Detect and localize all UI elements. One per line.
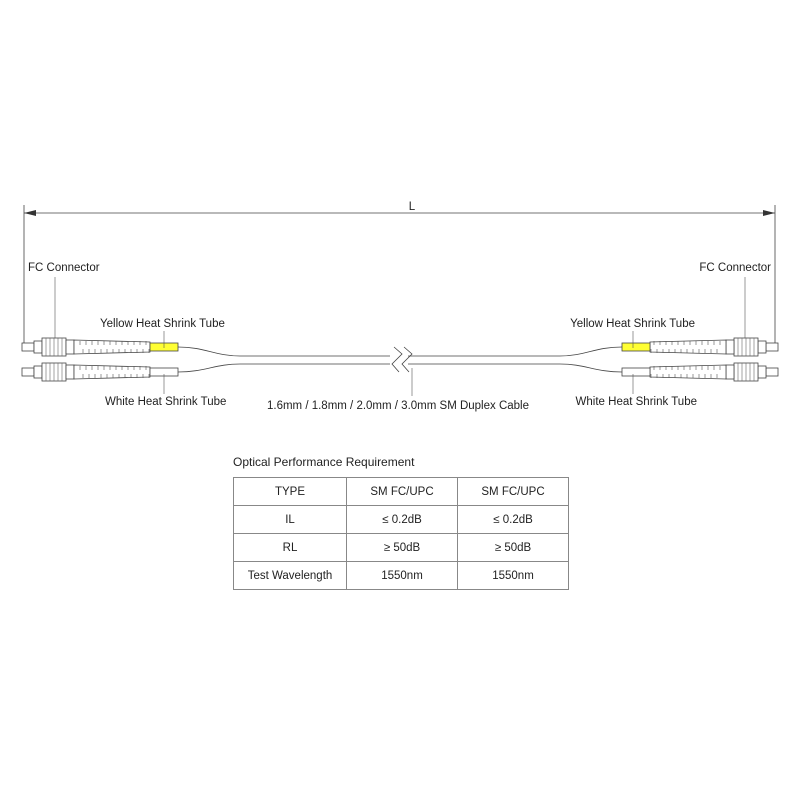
table-cell: 1550nm [458,562,569,590]
performance-table-title: Optical Performance Requirement [233,455,415,469]
bottom-fc-connector [622,363,778,381]
table-cell: IL [234,506,347,534]
table-cell: ≥ 50dB [458,534,569,562]
yellow-heat-shrink-tube [622,343,650,351]
table-cell: SM FC/UPC [458,478,569,506]
table-cell: Test Wavelength [234,562,347,590]
right-yellow-tube-label: Yellow Heat Shrink Tube [570,318,695,330]
performance-table [233,477,569,590]
table-row [234,478,569,506]
table-cell: RL [234,534,347,562]
table-row [234,534,569,562]
table-cell: ≤ 0.2dB [347,506,458,534]
table-row [234,506,569,534]
table-cell: ≤ 0.2dB [458,506,569,534]
left-connector-label: FC Connector [28,262,100,274]
table-row [234,562,569,590]
table-cell: TYPE [234,478,347,506]
top-fc-connector [622,338,778,356]
table-cell: 1550nm [347,562,458,590]
top-fc-connector [22,338,178,356]
right-connector-label: FC Connector [699,262,771,274]
cable-break-icon [392,347,402,372]
arrowhead-left-icon [24,210,36,216]
right-connector-assembly [622,338,778,381]
right-white-tube-label: White Heat Shrink Tube [575,396,697,408]
left-white-tube-label: White Heat Shrink Tube [105,396,227,408]
duplex-cable [178,347,622,396]
table-cell: ≥ 50dB [347,534,458,562]
left-connector-assembly [22,338,178,381]
length-label: L [408,201,416,213]
bottom-fc-connector [22,363,178,381]
cable-label: 1.6mm / 1.8mm / 2.0mm / 3.0mm SM Duplex Cable [266,400,530,412]
arrowhead-right-icon [763,210,775,216]
white-heat-shrink-tube [622,368,650,376]
left-yellow-tube-label: Yellow Heat Shrink Tube [100,318,225,330]
table-cell: SM FC/UPC [347,478,458,506]
